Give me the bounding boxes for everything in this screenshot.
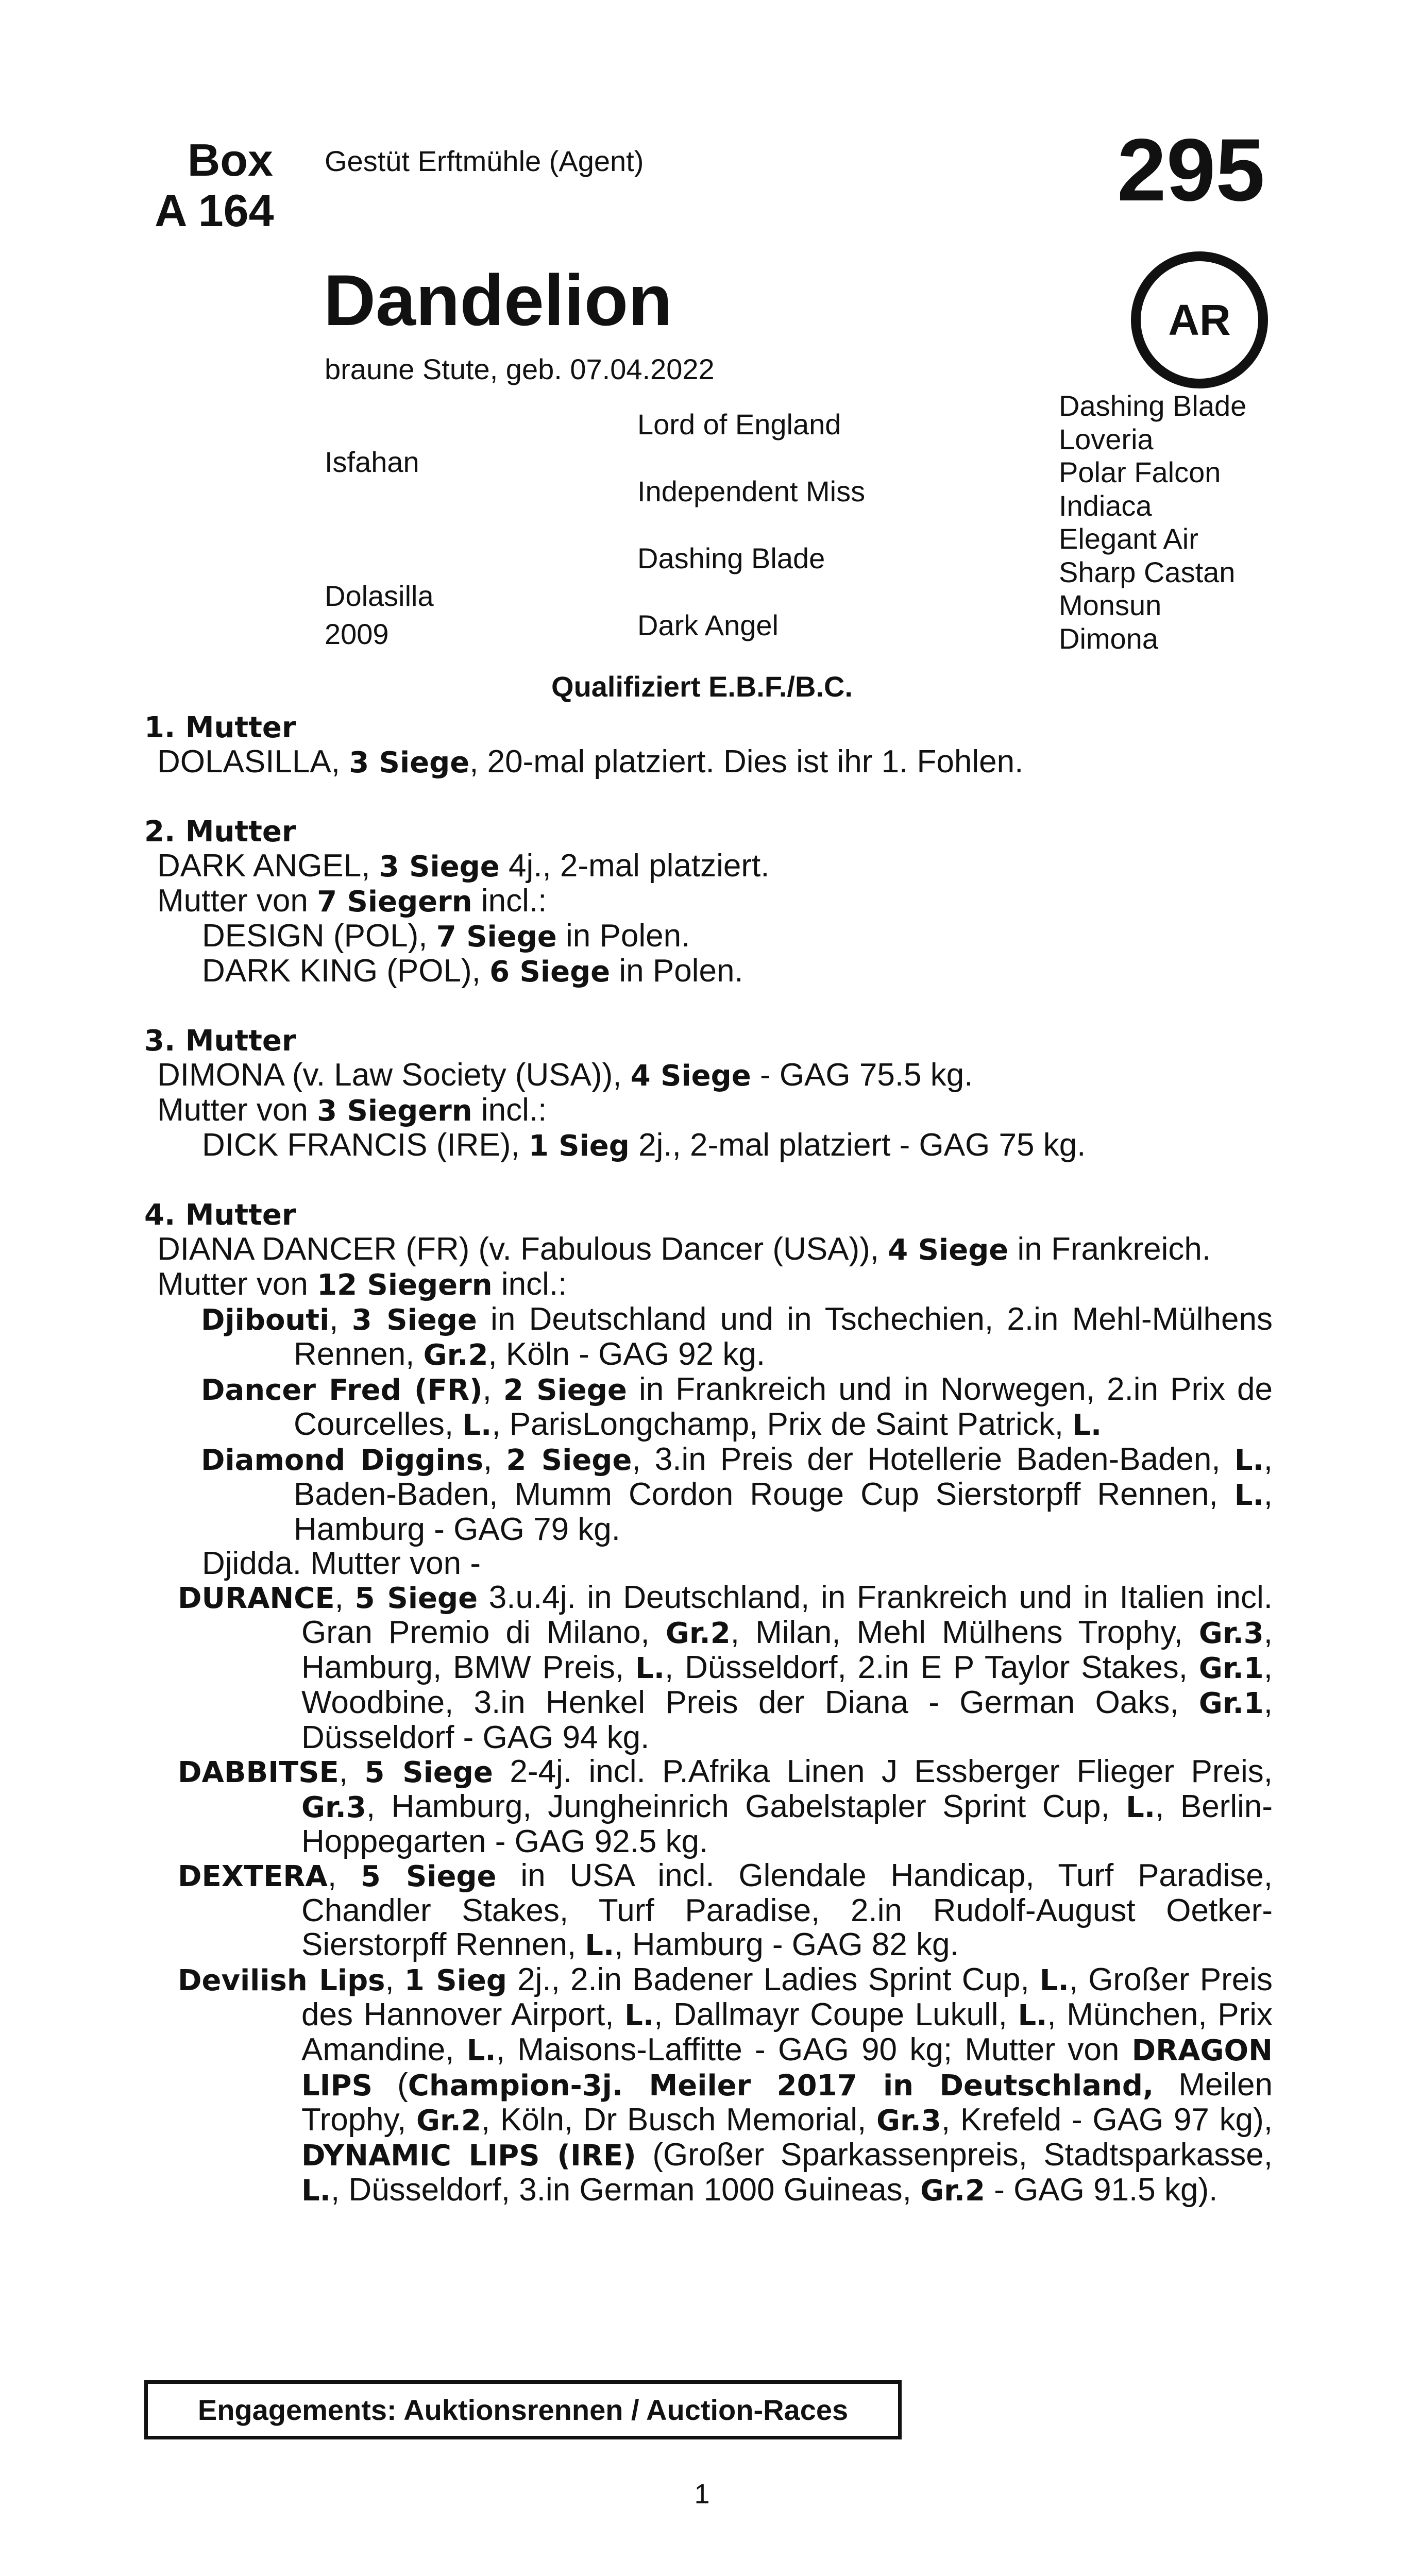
mother-2-offspring-summary: Mutter von 7 Siegern incl.: [157, 883, 547, 919]
mother-3-offspring-summary: Mutter von 3 Siegern incl.: [157, 1092, 547, 1128]
pedigree-dam-year: 2009 [325, 618, 389, 650]
agent-name: Gestüt Erftmühle (Agent) [325, 145, 644, 177]
pedigree-gen3-item: Elegant Air [1059, 522, 1198, 555]
pedigree-gen3-item: Monsun [1059, 589, 1162, 621]
mother-1-heading: 1. Mutter [144, 711, 296, 744]
offspring-entry: Dancer Fred (FR), 2 Siege in Frankreich und in Norwegen, 2.in Prix de Courcelles, L., ParisLongchamp, Prix de Saint Patrick, L. [201, 1371, 1273, 1442]
djidda-line: Djidda. Mutter von - [202, 1546, 481, 1581]
pedigree-gen3-item: Dashing Blade [1059, 389, 1247, 422]
mother-2-entry: DARK ANGEL, 3 Siege 4j., 2-mal platziert. [157, 848, 770, 884]
pedigree-sire: Isfahan [325, 446, 419, 478]
mother-3-entry: DIMONA (v. Law Society (USA)), 4 Siege - GAG 75.5 kg. [157, 1057, 973, 1093]
mother-1-entry: DOLASILLA, 3 Siege, 20-mal platziert. Dies ist ihr 1. Fohlen. [157, 744, 1024, 779]
page-number: 1 [694, 2479, 710, 2510]
mother-4-offspring-summary: Mutter von 12 Siegern incl.: [157, 1266, 567, 1302]
horse-description: braune Stute, geb. 07.04.2022 [325, 353, 715, 385]
pedigree-gen3-item: Dimona [1059, 622, 1158, 655]
pedigree-gen2-item: Dark Angel [637, 609, 779, 641]
offspring-entry: DESIGN (POL), 7 Siege in Polen. [202, 918, 690, 954]
pedigree-gen3 [1059, 389, 1246, 655]
offspring-entry: Devilish Lips, 1 Sieg 2j., 2.in Badener Ladies Sprint Cup, L., Großer Preis des Hannover Airport, L., Dallmayr Coupe Lukull, L., München, Prix Amandine, L., Maisons-Laffitte - GAG 90 kg; Mutter von DRAGON LIPS (Champion-3j. Meiler 2017 in Deutschland, Meilen Trophy, Gr.2, Köln, Dr Busch Memorial, Gr.3, Krefeld - GAG 97 kg), DYNAMIC LIPS (IRE) (Großer Sparkassenpreis, Stadtsparkasse, L., Düsseldorf, 3.in German 1000 Guineas, Gr.2 - GAG 91.5 kg). [178, 1962, 1273, 2208]
mother-3-heading: 3. Mutter [144, 1024, 296, 1058]
box-label-word: Box [187, 134, 273, 185]
box-number: A 164 [155, 185, 274, 236]
pedigree-gen3-item: Sharp Castan [1059, 555, 1236, 588]
mother-4-heading: 4. Mutter [144, 1198, 296, 1232]
offspring-entry: DURANCE, 5 Siege 3.u.4j. in Deutschland, in Frankreich und in Italien incl. Gran Premio di Milano, Gr.2, Milan, Mehl Mülhens Trophy, Gr.3, Hamburg, BMW Preis, L., Düsseldorf, 2.in E P Taylor Stakes, Gr.1, Woodbine, 3.in Henkel Preis der Diana - German Oaks, Gr.1, Düsseldorf - GAG 94 kg. [178, 1580, 1273, 1755]
pedigree-gen3-item: Indiaca [1059, 489, 1152, 522]
offspring-entry: DARK KING (POL), 6 Siege in Polen. [202, 953, 743, 989]
offspring-entry: Diamond Diggins, 2 Siege, 3.in Preis der Hotellerie Baden-Baden, L., Baden-Baden, Mumm Cordon Rouge Cup Sierstorpff Rennen, L., Hamburg - GAG 79 kg. [201, 1442, 1273, 1547]
ar-badge [1131, 251, 1268, 388]
horse-name: Dandelion [324, 260, 672, 341]
qualification: Qualifiziert E.B.F./B.C. [551, 670, 853, 703]
offspring-entry: DICK FRANCIS (IRE), 1 Sieg 2j., 2-mal platziert - GAG 75 kg. [202, 1127, 1086, 1163]
pedigree-gen2-item: Dashing Blade [637, 542, 825, 574]
pedigree-gen3-item: Polar Falcon [1059, 456, 1221, 488]
pedigree-gen3-item: Loveria [1059, 422, 1154, 455]
offspring-entry: DEXTERA, 5 Siege in USA incl. Glendale Handicap, Turf Paradise, Chandler Stakes, Turf Paradise, 2.in Rudolf-August Oetker-Sierstorpff Rennen, L., Hamburg - GAG 82 kg. [178, 1858, 1273, 1962]
pedigree-gen2-item: Lord of England [637, 408, 841, 440]
offspring-entry: Djibouti, 3 Siege in Deutschland und in Tschechien, 2.in Mehl-Mülhens Rennen, Gr.2, Köln - GAG 92 kg. [201, 1301, 1273, 1372]
mother-4-entry: DIANA DANCER (FR) (v. Fabulous Dancer (USA)), 4 Siege in Frankreich. [157, 1231, 1211, 1267]
pedigree-gen2-item: Independent Miss [637, 475, 866, 507]
lot-number: 295 [1117, 121, 1265, 219]
pedigree-dam: Dolasilla [325, 580, 434, 612]
dam-line-section [144, 711, 1273, 2208]
box-label [155, 135, 273, 236]
engagements-box [144, 2380, 902, 2439]
mother-2-heading: 2. Mutter [144, 815, 296, 849]
ar-badge-label: AR [1168, 295, 1231, 344]
engagements-label: Engagements: Auktionsrennen / Auction-Races [197, 2394, 849, 2426]
offspring-entry: DABBITSE, 5 Siege 2-4j. incl. P.Afrika Linen J Essberger Flieger Preis, Gr.3, Hamburg, Jungheinrich Gabelstapler Sprint Cup, L., Berlin-Hoppegarten - GAG 92.5 kg. [178, 1754, 1273, 1859]
